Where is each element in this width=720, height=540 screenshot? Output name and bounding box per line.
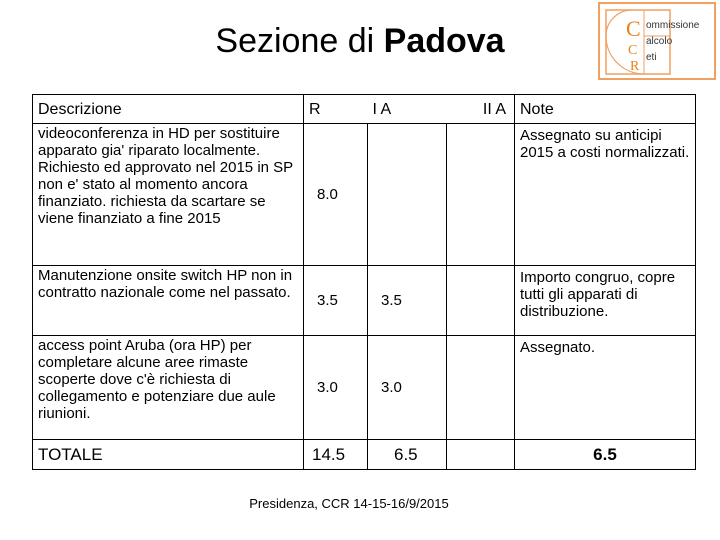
logo-line: alcolo (646, 36, 673, 47)
logo-letter-3: R (630, 59, 640, 74)
cell-ia (368, 124, 447, 266)
cell-note: Importo congruo, copre tutti gli apparati di distribuzione. (515, 266, 696, 336)
total-row (33, 440, 696, 470)
title-city: Padova (383, 22, 505, 60)
cell-descrizione: access point Aruba (ora HP) per completare alcune aree rimaste scoperte dove c'è richiesta di collegamento e potenziare due aule riunioni. (33, 336, 304, 440)
logo-line: ommissione (646, 20, 700, 31)
footer-text: Presidenza, CCR 14-15-16/9/2015 (249, 496, 449, 511)
cell-note: Assegnato. (515, 336, 696, 440)
cell-iia (447, 336, 515, 440)
table-row (33, 336, 696, 440)
title-prefix: Sezione di (215, 22, 384, 60)
header-r: R (304, 95, 368, 124)
cell-iia (447, 266, 515, 336)
cell-r: 3.0 (304, 336, 368, 440)
ccr-logo (598, 2, 716, 80)
total-iia (447, 440, 515, 470)
table-row (33, 124, 696, 266)
total-ia: 6.5 (368, 440, 447, 470)
cell-descrizione: Manutenzione onsite switch HP non in contratto nazionale come nel passato. (33, 266, 304, 336)
logo-text (646, 18, 699, 66)
total-r: 14.5 (304, 440, 368, 470)
total-label: TOTALE (33, 440, 304, 470)
cell-ia: 3.0 (368, 336, 447, 440)
logo-line: eti (646, 52, 657, 63)
logo-letter-1: C (626, 16, 641, 41)
total-final: 6.5 (515, 440, 696, 470)
logo-letter-2: C (628, 43, 638, 58)
cell-descrizione: videoconferenza in HD per sostituire apparato gia' riparato localmente. Richiesto ed approvato nel 2015 in SP non e' stato al momento ancora finanziato. richiesta da scartare se viene finanziato a fine 2015 (33, 124, 304, 266)
cell-note: Assegnato su anticipi 2015 a costi normalizzati. (515, 124, 696, 266)
cell-iia (447, 124, 515, 266)
table-row (33, 266, 696, 336)
header-descrizione: Descrizione (33, 95, 304, 124)
requests-table (32, 94, 696, 470)
table-header-row (33, 95, 696, 124)
cell-r: 3.5 (304, 266, 368, 336)
cell-r: 8.0 (304, 124, 368, 266)
cell-ia: 3.5 (368, 266, 447, 336)
header-ia: I A (368, 95, 447, 124)
header-note: Note (515, 95, 696, 124)
header-iia: II A (447, 95, 515, 124)
